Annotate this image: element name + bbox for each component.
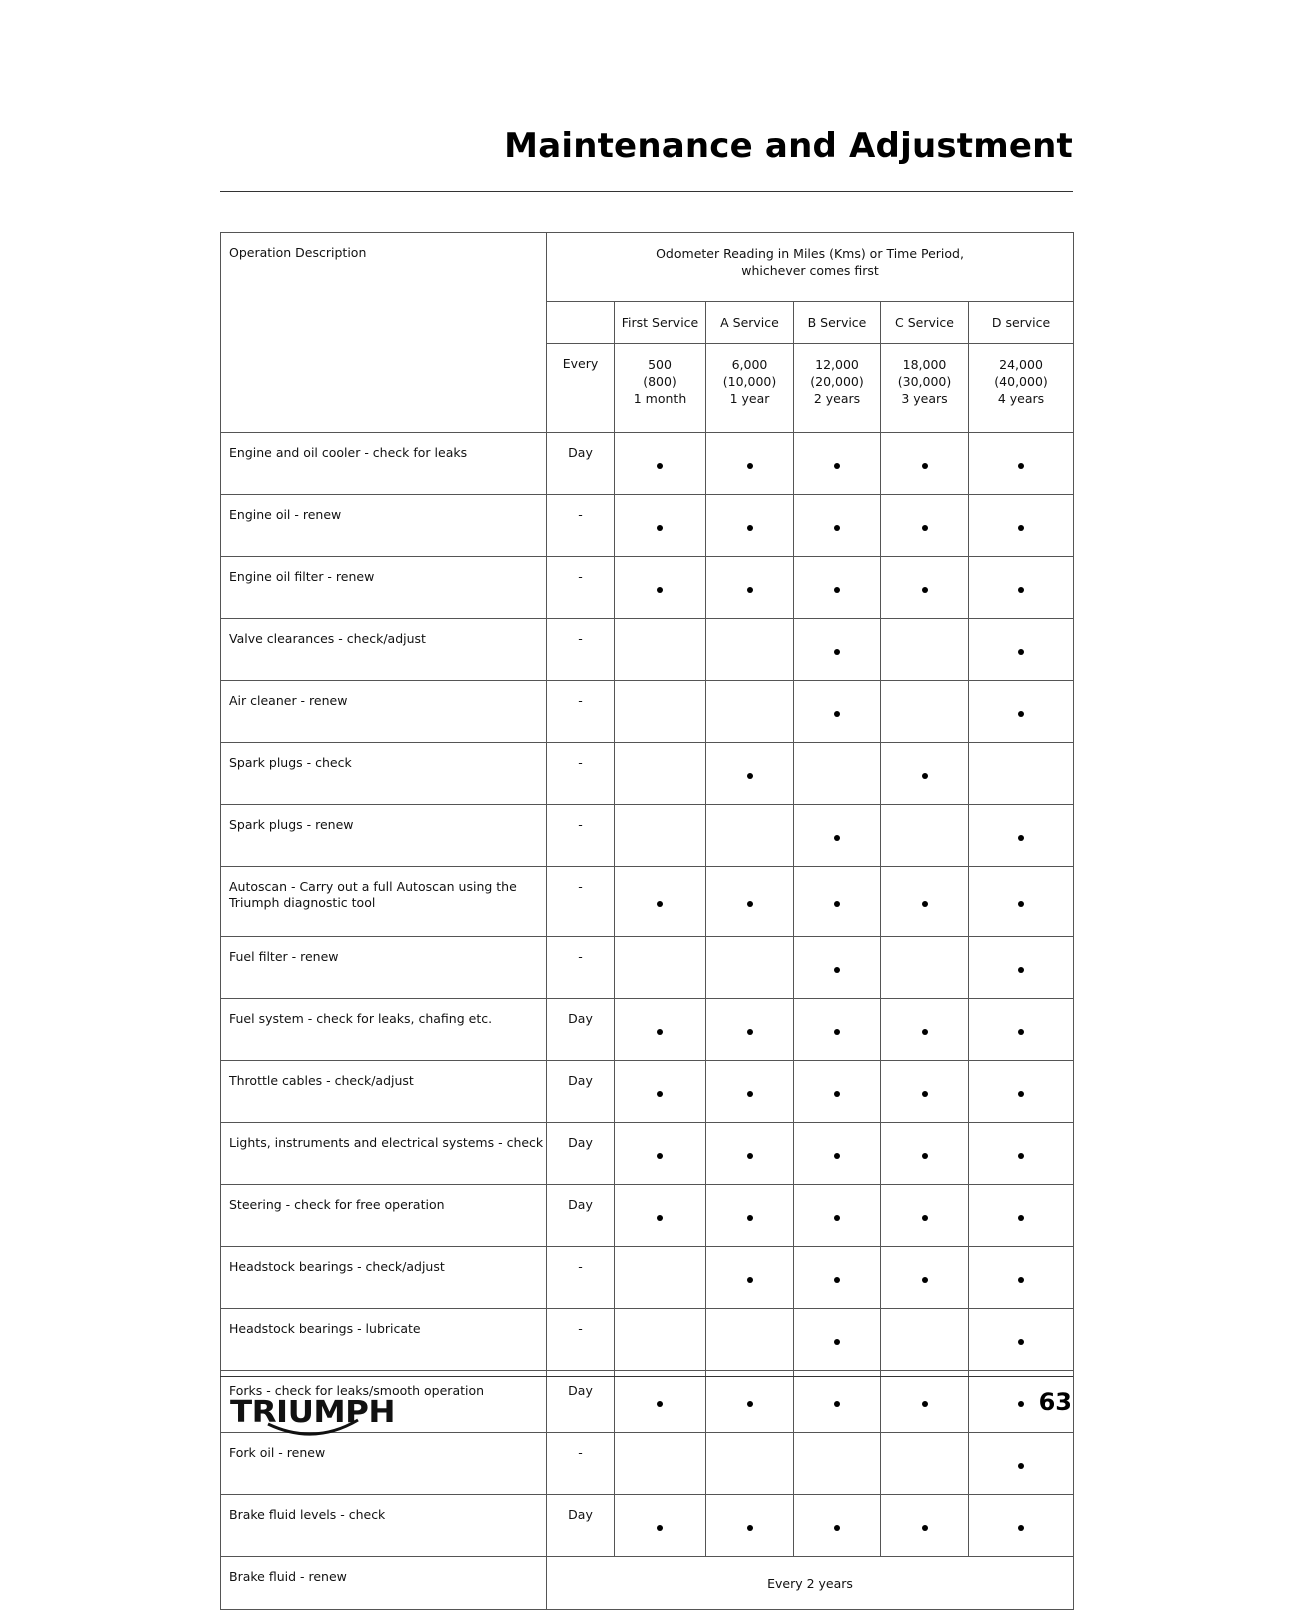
service-cell [881,1433,969,1495]
service-cell [881,1185,969,1247]
table-row [221,867,1074,937]
operation-cell: Forks - check for leaks/smooth operation [221,1371,547,1433]
service-cell [794,1061,881,1123]
service-header-first: First Service [615,302,706,344]
every-cell: - [547,619,615,681]
service-cell [881,937,969,999]
interval-miles: 500 [648,357,672,372]
service-cell [794,1371,881,1433]
every-cell: - [547,743,615,805]
table-row [221,619,1074,681]
required-dot-icon [922,463,928,469]
footer-divider [220,1376,1073,1377]
required-dot-icon [747,1277,753,1283]
service-cell [794,1123,881,1185]
table-row [221,999,1074,1061]
service-cell [969,1185,1074,1247]
required-dot-icon [1018,1525,1024,1531]
required-dot-icon [834,1215,840,1221]
service-cell [881,1061,969,1123]
operation-cell: Spark plugs - check [221,743,547,805]
required-dot-icon [657,525,663,531]
required-dot-icon [657,1525,663,1531]
page-title: Maintenance and Adjustment [504,126,1073,166]
table-row [221,1061,1074,1123]
every-cell: - [547,1309,615,1371]
required-dot-icon [922,525,928,531]
service-cell [969,1433,1074,1495]
service-cell [615,433,706,495]
service-cell [615,681,706,743]
every-cell: - [547,681,615,743]
service-cell [881,619,969,681]
every-cell: - [547,805,615,867]
service-cell [881,433,969,495]
service-cell [794,999,881,1061]
required-dot-icon [747,1091,753,1097]
header-divider [220,191,1073,192]
service-cell [881,867,969,937]
interval-a [706,344,794,433]
service-header-b: B Service [794,302,881,344]
service-cell [706,1185,794,1247]
operation-cell: Steering - check for free operation [221,1185,547,1247]
required-dot-icon [1018,711,1024,717]
required-dot-icon [747,587,753,593]
required-dot-icon [747,901,753,907]
service-cell [881,681,969,743]
service-cell [794,1185,881,1247]
service-cell [706,681,794,743]
service-cell [706,1433,794,1495]
required-dot-icon [1018,1463,1024,1469]
interval-d [969,344,1074,433]
service-cell [706,557,794,619]
table-row [221,557,1074,619]
every-cell: - [547,1433,615,1495]
required-dot-icon [834,711,840,717]
service-cell [706,495,794,557]
required-dot-icon [834,1153,840,1159]
table-row [221,743,1074,805]
service-cell [881,1371,969,1433]
operation-cell: Fuel filter - renew [221,937,547,999]
table-row [221,1123,1074,1185]
operation-cell: Valve clearances - check/adjust [221,619,547,681]
table-row [221,805,1074,867]
required-dot-icon [657,901,663,907]
required-dot-icon [1018,901,1024,907]
service-cell [881,743,969,805]
operation-cell: Engine and oil cooler - check for leaks [221,433,547,495]
service-cell [794,557,881,619]
service-cell [969,1495,1074,1557]
required-dot-icon [1018,1339,1024,1345]
required-dot-icon [834,835,840,841]
required-dot-icon [657,1029,663,1035]
operation-cell: Spark plugs - renew [221,805,547,867]
service-cell [794,743,881,805]
required-dot-icon [657,1401,663,1407]
service-cell [969,805,1074,867]
service-cell [706,805,794,867]
service-cell [794,805,881,867]
service-cell [969,557,1074,619]
service-cell [706,937,794,999]
service-cell [615,1123,706,1185]
required-dot-icon [834,967,840,973]
required-dot-icon [657,463,663,469]
every-label: Every [547,344,615,433]
service-cell [706,1123,794,1185]
table-row [221,1185,1074,1247]
table-row [221,495,1074,557]
interval-kms: (20,000) [810,374,864,389]
interval-kms: (800) [643,374,677,389]
operation-cell: Brake fluid - renew [221,1557,547,1610]
service-header-a: A Service [706,302,794,344]
required-dot-icon [834,587,840,593]
table-row [221,1557,1074,1610]
service-cell [706,1371,794,1433]
required-dot-icon [1018,967,1024,973]
required-dot-icon [747,1215,753,1221]
odometer-header [547,233,1074,302]
service-cell [969,681,1074,743]
operation-cell: Autoscan - Carry out a full Autoscan using the Triumph diagnostic tool [221,867,547,937]
every-cell: Day [547,1123,615,1185]
required-dot-icon [922,587,928,593]
required-dot-icon [747,525,753,531]
required-dot-icon [1018,463,1024,469]
service-cell [969,433,1074,495]
required-dot-icon [834,463,840,469]
service-cell [794,867,881,937]
operation-cell: Brake fluid levels - check [221,1495,547,1557]
service-cell [794,1247,881,1309]
required-dot-icon [834,1029,840,1035]
service-cell [881,495,969,557]
service-cell [881,1309,969,1371]
service-cell [881,999,969,1061]
service-cell [615,557,706,619]
required-dot-icon [834,1339,840,1345]
required-dot-icon [1018,525,1024,531]
every-cell: - [547,937,615,999]
table-row [221,1309,1074,1371]
required-dot-icon [834,1277,840,1283]
interval-kms: (40,000) [994,374,1048,389]
required-dot-icon [922,1215,928,1221]
operation-cell: Engine oil - renew [221,495,547,557]
interval-miles: 18,000 [902,357,947,372]
service-cell [969,937,1074,999]
every-cell: Day [547,1495,615,1557]
required-dot-icon [1018,1153,1024,1159]
service-cell [615,1433,706,1495]
operation-cell: Headstock bearings - lubricate [221,1309,547,1371]
service-cell [615,1185,706,1247]
required-dot-icon [747,1401,753,1407]
service-cell [615,1061,706,1123]
table-row [221,681,1074,743]
interval-c [881,344,969,433]
service-cell [969,1123,1074,1185]
service-cell [969,867,1074,937]
every-cell: Day [547,1061,615,1123]
required-dot-icon [657,1153,663,1159]
service-cell [706,1061,794,1123]
service-cell [615,495,706,557]
service-cell [794,1309,881,1371]
service-cell [615,1371,706,1433]
required-dot-icon [834,1401,840,1407]
interval-miles: 6,000 [731,357,768,372]
every-cell: - [547,867,615,937]
required-dot-icon [747,1029,753,1035]
page-number: 63 [1038,1388,1072,1416]
service-cell [706,1309,794,1371]
service-cell [615,867,706,937]
service-cell [881,1247,969,1309]
triumph-logo [228,1390,400,1442]
service-cell [794,937,881,999]
interval-b [794,344,881,433]
required-dot-icon [747,773,753,779]
service-cell [615,1247,706,1309]
required-dot-icon [922,1153,928,1159]
required-dot-icon [834,525,840,531]
service-cell [615,1495,706,1557]
service-cell [969,495,1074,557]
service-cell [706,1247,794,1309]
operation-cell: Throttle cables - check/adjust [221,1061,547,1123]
svg-text:TRIUMPH: TRIUMPH [230,1395,395,1430]
service-cell [706,1495,794,1557]
every-cell: - [547,557,615,619]
required-dot-icon [1018,1277,1024,1283]
required-dot-icon [834,1091,840,1097]
operation-cell: Fork oil - renew [221,1433,547,1495]
table-row [221,937,1074,999]
every-cell: - [547,495,615,557]
required-dot-icon [834,1525,840,1531]
interval-time: 2 years [813,391,861,406]
required-dot-icon [922,1029,928,1035]
service-cell [794,619,881,681]
required-dot-icon [922,1091,928,1097]
service-cell [969,743,1074,805]
required-dot-icon [657,587,663,593]
required-dot-icon [1018,1401,1024,1407]
interval-time: 1 year [729,391,770,406]
required-dot-icon [1018,835,1024,841]
operation-cell: Air cleaner - renew [221,681,547,743]
interval-kms: (10,000) [722,374,777,389]
service-cell [881,1495,969,1557]
required-dot-icon [834,901,840,907]
operation-description-header: Operation Description [221,233,547,433]
service-cell [706,619,794,681]
table-row [221,1247,1074,1309]
odometer-header-line2: whichever comes first [741,263,879,278]
required-dot-icon [747,463,753,469]
operation-cell: Engine oil filter - renew [221,557,547,619]
required-dot-icon [922,1401,928,1407]
service-cell [969,1061,1074,1123]
interval-miles: 24,000 [999,357,1043,372]
service-cell [794,433,881,495]
service-cell [615,619,706,681]
every-cell: Day [547,999,615,1061]
required-dot-icon [922,1277,928,1283]
service-cell [615,743,706,805]
service-cell [615,999,706,1061]
required-dot-icon [747,1153,753,1159]
every-cell: Day [547,1185,615,1247]
service-cell [881,1123,969,1185]
service-cell [969,1309,1074,1371]
odometer-header-line1: Odometer Reading in Miles (Kms) or Time Period, [656,246,964,261]
required-dot-icon [834,649,840,655]
required-dot-icon [1018,1215,1024,1221]
service-cell [706,867,794,937]
required-dot-icon [657,1215,663,1221]
service-cell [794,1495,881,1557]
required-dot-icon [1018,1029,1024,1035]
required-dot-icon [922,773,928,779]
required-dot-icon [1018,649,1024,655]
service-cell [794,495,881,557]
interval-time: 3 years [901,391,948,406]
service-cell [969,999,1074,1061]
every-cell: Day [547,1371,615,1433]
service-cell [615,805,706,867]
interval-time: 1 month [633,391,687,406]
operation-cell: Fuel system - check for leaks, chafing etc. [221,999,547,1061]
service-cell [706,433,794,495]
service-header-d: D service [969,302,1074,344]
interval-miles: 12,000 [815,357,859,372]
table-row [221,433,1074,495]
required-dot-icon [657,1091,663,1097]
service-cell [615,1309,706,1371]
operation-cell: Headstock bearings - check/adjust [221,1247,547,1309]
table-row [221,1495,1074,1557]
service-cell [794,681,881,743]
interval-note: Every 2 years [547,1557,1074,1610]
interval-first [615,344,706,433]
service-cell [881,805,969,867]
service-cell [615,937,706,999]
required-dot-icon [747,1525,753,1531]
service-cell [706,999,794,1061]
interval-time: 4 years [997,391,1045,406]
required-dot-icon [1018,587,1024,593]
required-dot-icon [922,901,928,907]
service-cell [706,743,794,805]
operation-cell: Lights, instruments and electrical systems - check [221,1123,547,1185]
blank-header-cell [547,302,615,344]
service-cell [881,557,969,619]
service-header-c: C Service [881,302,969,344]
every-cell: Day [547,433,615,495]
interval-kms: (30,000) [897,374,952,389]
every-cell: - [547,1247,615,1309]
required-dot-icon [922,1525,928,1531]
service-cell [969,619,1074,681]
required-dot-icon [1018,1091,1024,1097]
service-cell [794,1433,881,1495]
service-cell [969,1247,1074,1309]
